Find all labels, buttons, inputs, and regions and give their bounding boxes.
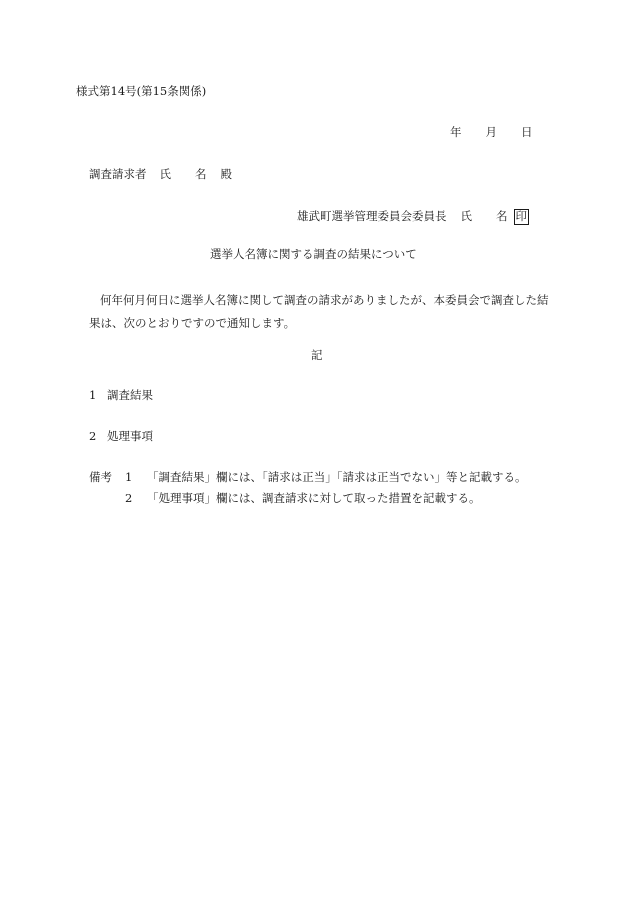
seal-mark: 印 (515, 209, 527, 223)
remarks-row (89, 472, 527, 484)
remark-text: 「処理事項」欄には、調査請求に対して取った措置を記載する。 (147, 491, 481, 505)
date-year: 年 (450, 125, 462, 139)
remark-number: 1 (125, 470, 133, 484)
item-number: 2 (89, 429, 97, 443)
date-day: 日 (521, 125, 533, 139)
item-label: 処理事項 (107, 429, 153, 443)
addressee-title: 調査請求者 (89, 167, 147, 181)
date-month: 月 (485, 125, 497, 139)
item-row (89, 431, 153, 443)
addressee-honorific: 殿 (220, 167, 232, 181)
date-line (450, 127, 533, 139)
form-number: 様式第14号(第15条関係) (76, 84, 207, 98)
item-label: 調査結果 (107, 388, 153, 402)
body-paragraph (89, 289, 559, 335)
remarks-row (125, 493, 481, 505)
sender-name-2: 名 (496, 209, 508, 223)
ki-heading: 記 (311, 348, 323, 362)
remarks-label: 備考 (89, 470, 112, 484)
body-text: 何年何月何日に選挙人名簿に関して調査の請求がありましたが、本委員会で調査した結果は、次のとおりですので通知します。 (89, 293, 549, 330)
sender-title: 雄武町選挙管理委員会委員長 (297, 209, 447, 223)
sender-line (297, 209, 529, 225)
sender-name-1: 氏 (460, 209, 472, 223)
remark-text: 「調査結果」欄には、「請求は正当」「請求は正当でない」等と記載する。 (147, 470, 527, 484)
document-subject: 選挙人名簿に関する調査の結果について (210, 247, 417, 261)
addressee-name-2: 名 (195, 167, 207, 181)
addressee-line (89, 169, 232, 181)
addressee-name-1: 氏 (159, 167, 171, 181)
remark-number: 2 (125, 491, 133, 505)
item-row (89, 390, 153, 402)
item-number: 1 (89, 388, 97, 402)
